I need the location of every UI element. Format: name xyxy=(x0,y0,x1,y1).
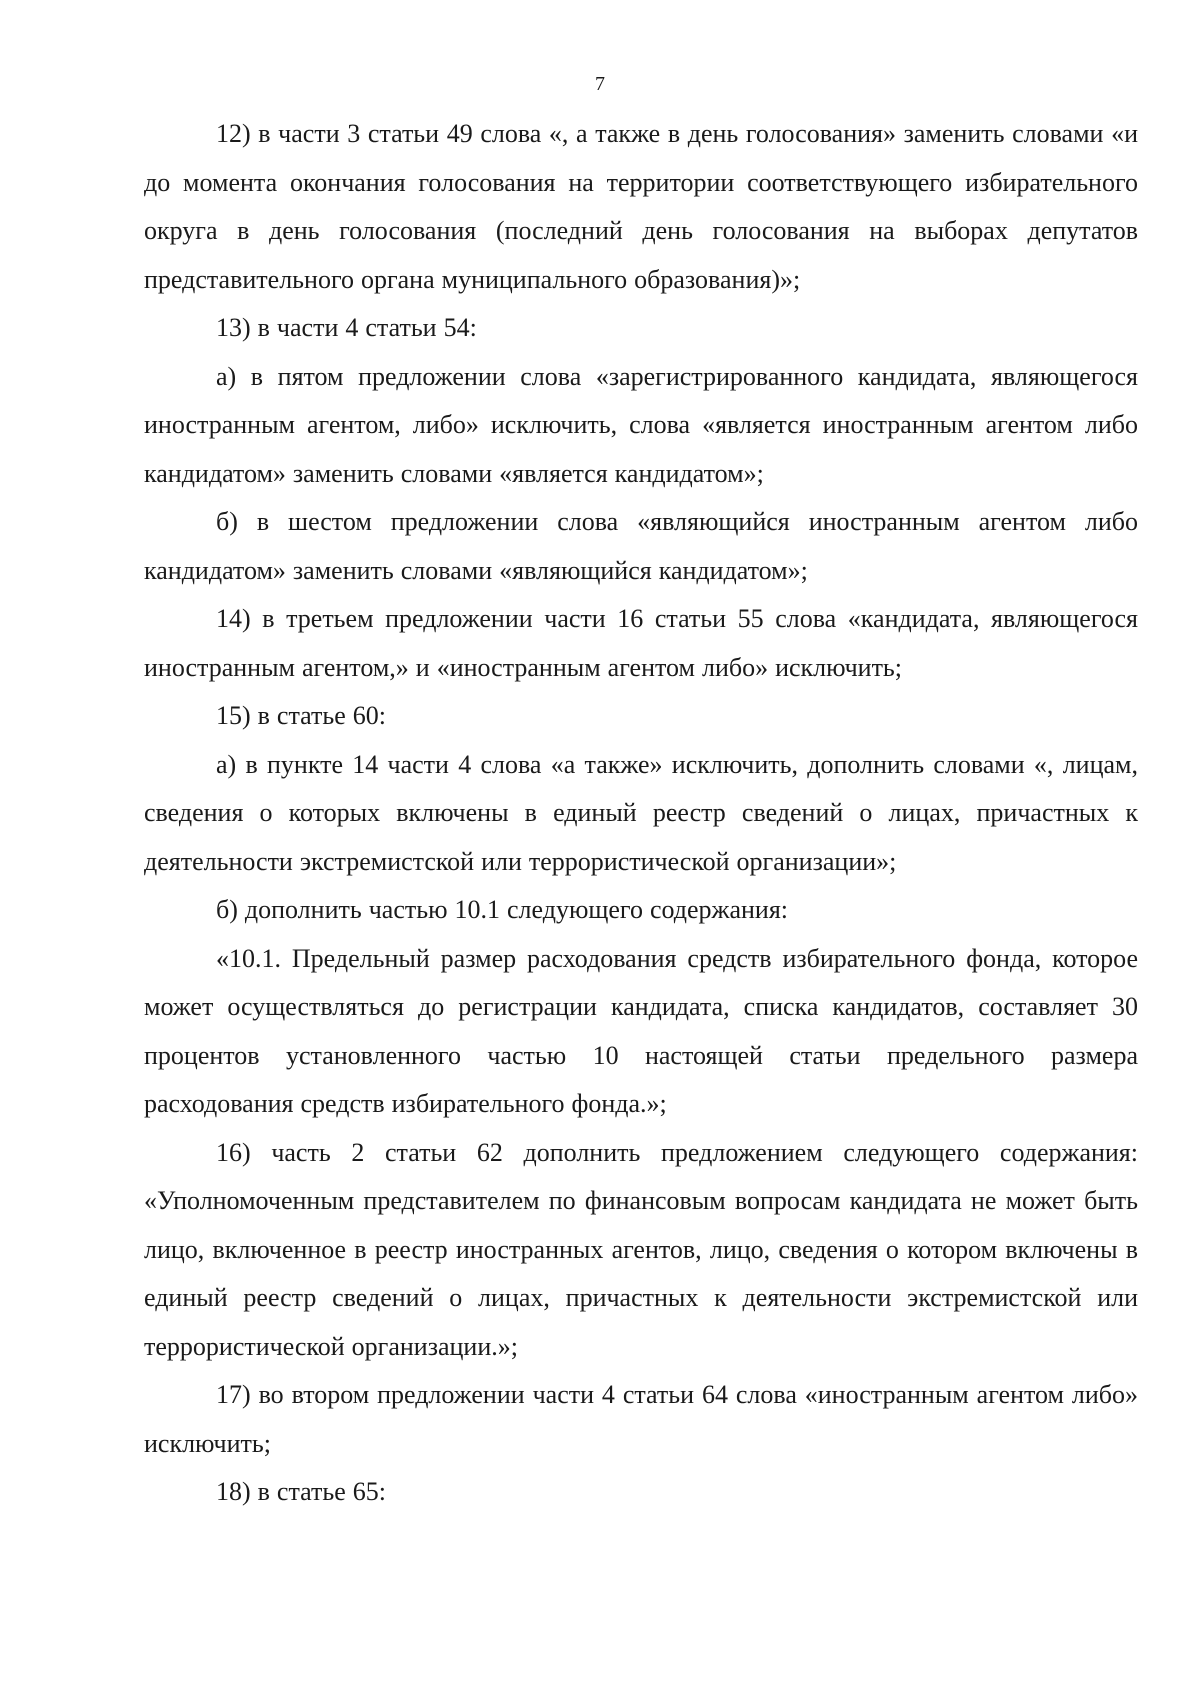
paragraph-item-13: 13) в части 4 статьи 54: xyxy=(216,313,477,342)
document-body xyxy=(144,110,1138,1517)
paragraph-subitem-15a: а) в пункте 14 части 4 слова «а также» исключить, дополнить словами «, лицам, сведения о которых включены в единый реестр сведений о лицах, причастных к деятельности экстремистской или террористической организации»; xyxy=(144,749,1138,876)
paragraph-item-12: 12) в части 3 статьи 49 слова «, а также в день голосования» заменить словами «и до момента окончания голосования на территории соответствующего избирательного округа в день голосования (последний день голосования на выборах депутатов представительного органа муниципального образования)»; xyxy=(144,119,1138,294)
paragraph-item-15: 15) в статье 60: xyxy=(216,701,387,730)
paragraph-subitem-13a: а) в пятом предложении слова «зарегистрированного кандидата, являющегося иностранным агентом, либо» исключить, слова «является иностранным агентом либо кандидатом» заменить словами «является кандидатом»; xyxy=(144,361,1138,488)
paragraph-item-17: 17) во втором предложении части 4 статьи 64 слова «иностранным агентом либо» исключить; xyxy=(144,1380,1138,1458)
paragraph-item-18: 18) в статье 65: xyxy=(216,1477,387,1506)
page-number: 7 xyxy=(595,73,605,95)
paragraph-quoted-part-10-1: «10.1. Предельный размер расходования средств избирательного фонда, которое может осуществляться до регистрации кандидата, списка кандидатов, составляет 30 процентов установленного частью 10 настоящей статьи предельного размера расходования средств избирательного фонда.»; xyxy=(144,943,1138,1118)
paragraph-item-16: 16) часть 2 статьи 62 дополнить предложением следующего содержания: «Уполномоченным представителем по финансовым вопросам кандидата не может быть лицо, включенное в реестр иностранных агентов, лицо, сведения о котором включены в единый реестр сведений о лицах, причастных к деятельности экстремистской или террористической организации.»; xyxy=(144,1137,1138,1361)
paragraph-subitem-15b: б) дополнить частью 10.1 следующего содержания: xyxy=(216,895,789,924)
paragraph-subitem-13b: б) в шестом предложении слова «являющийся иностранным агентом либо кандидатом» заменить словами «являющийся кандидатом»; xyxy=(144,507,1138,585)
paragraph-item-14: 14) в третьем предложении части 16 статьи 55 слова «кандидата, являющегося иностранным агентом,» и «иностранным агентом либо» исключить; xyxy=(144,604,1138,682)
